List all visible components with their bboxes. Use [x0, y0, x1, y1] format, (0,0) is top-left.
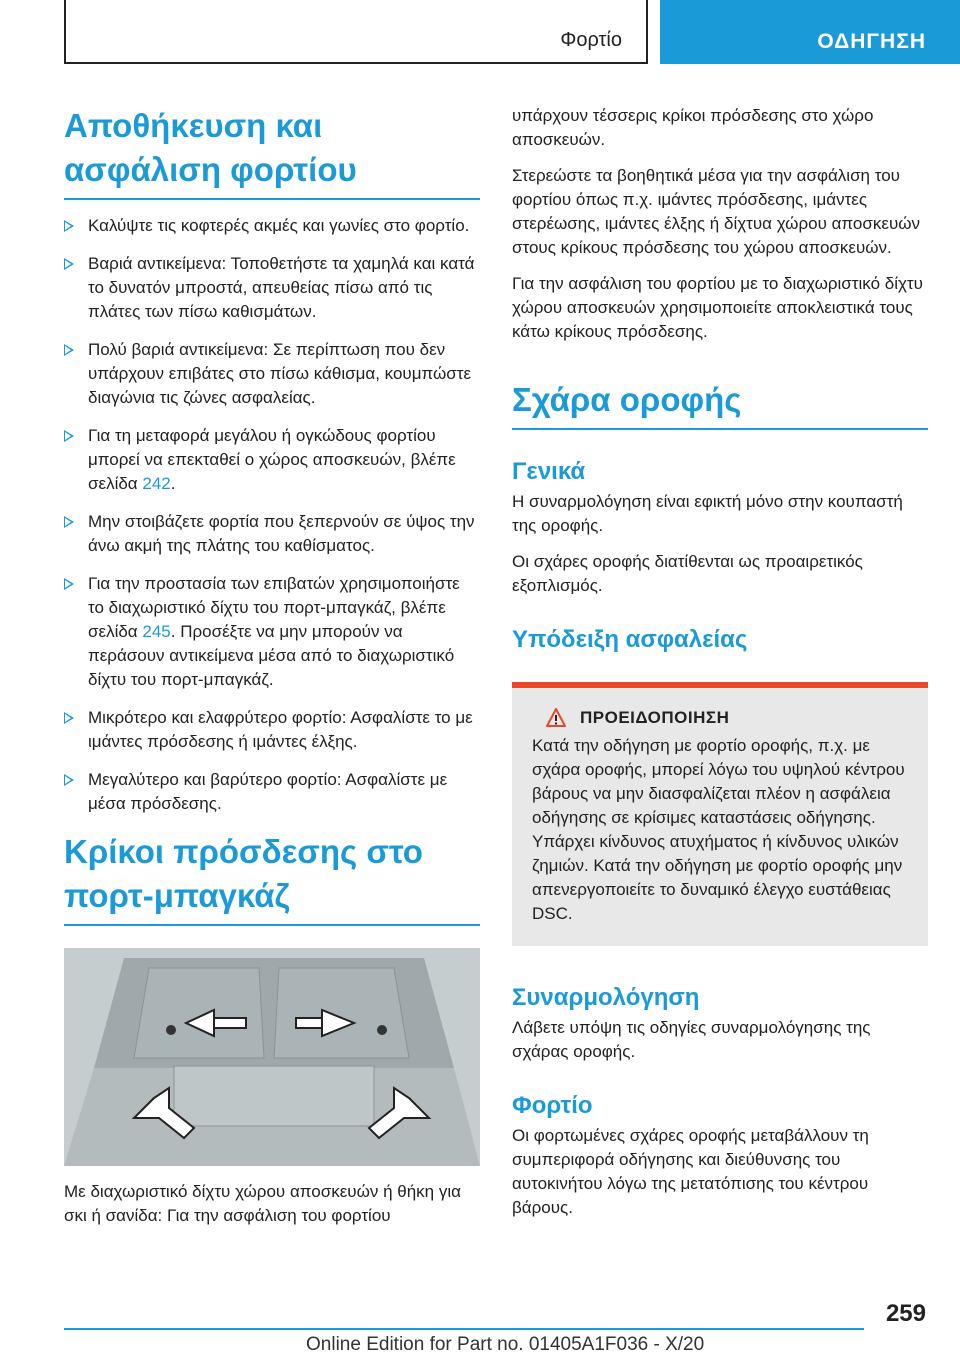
bullet-item — [64, 424, 480, 496]
footer-rule — [64, 1328, 864, 1330]
left-column — [64, 104, 480, 1228]
chapter-tab[interactable]: ΟΔΗΓΗΣΗ — [660, 0, 960, 64]
warning-title: ΠΡΟΕΙΔΟΠΟΙΗΣΗ — [580, 708, 730, 727]
lashing-eyes-para-3: Για την ασφάλιση του φορτίου με το διαχωριστικό δίχτυ χώρου αποσκευών χρησιμοποιείτε αποκλειστικά τους κάτω κρίκους πρόσδεσης. — [512, 274, 923, 341]
warning-header — [532, 708, 908, 728]
bullet-triangle-icon — [64, 774, 74, 786]
trunk-lashing-eyes-image — [64, 948, 480, 1166]
warning-text: Κατά την οδήγηση με φορτίο οροφής, π.χ. με σχάρα οροφής, μπορεί λόγω του υψηλού κέντρου βάρους να μην διασφαλίζεται πλέον η ασφάλεια οδήγησης σε κρίσιμες καταστάσεις οδήγησης. Υπάρχει κίνδυνος ατυχήματος ή κίνδυνος υλικών ζημιών. Κατά την οδήγηση με φορτίο οροφής μην απενεργοποιείτε το δυναμικό έλεγχο ευστάθειας DSC. — [532, 736, 905, 923]
lashing-eyes-para-1: υπάρχουν τέσσερις κρίκοι πρόσδεσης στο χώρο αποσκευών. — [512, 106, 874, 149]
bullet-item — [64, 252, 480, 324]
bullet-item — [64, 706, 480, 754]
bullet-triangle-icon — [64, 344, 74, 356]
warning-triangle-icon — [546, 708, 566, 728]
bullet-text: Για την προστασία των επιβατών χρησιμοποιήστε το διαχωριστικό δίχτυ του πορτ-μπαγκάζ, βλέπε σελίδα — [88, 574, 460, 641]
bullet-triangle-icon — [64, 712, 74, 724]
heading-assembly: Συναρμολόγηση — [512, 984, 700, 1011]
bullet-triangle-icon — [64, 578, 74, 590]
section-title-roof-rack: Σχάρα οροφής — [512, 378, 928, 430]
bullet-item — [64, 572, 480, 692]
trunk-illustration — [64, 948, 480, 1166]
bullet-item — [64, 214, 480, 238]
bullet-triangle-icon — [64, 516, 74, 528]
bullet-triangle-icon — [64, 258, 74, 270]
header-frame — [64, 0, 648, 64]
bullet-item — [64, 768, 480, 816]
section-title-storage: Αποθήκευση και ασφάλιση φορτίου — [64, 104, 480, 200]
bullet-triangle-icon — [64, 220, 74, 232]
general-para-2: Οι σχάρες οροφής διατίθενται ως προαιρετικός εξοπλισμός. — [512, 552, 863, 595]
bullet-text: Πολύ βαριά αντικείμενα: Σε περίπτωση που δεν υπάρχουν επιβάτες στο πίσω κάθισμα, κουμπώστε διαγώνια τις ζώνες ασφαλείας. — [88, 340, 472, 407]
page-number: 259 — [885, 1300, 926, 1327]
general-para-1: Η συναρμολόγηση είναι εφικτή μόνο στην κουπαστή της οροφής. — [512, 492, 903, 535]
bullet-triangle-icon — [64, 430, 74, 442]
bullet-item — [64, 510, 480, 558]
bullet-text: Βαριά αντικείμενα: Τοποθετήστε τα χαμηλά και κατά το δυνατόν μπροστά, απευθείας πίσω από τις πλάτες των πίσω καθισμάτων. — [88, 254, 475, 321]
bullet-text: Μικρότερο και ελαφρύτερο φορτίο: Ασφαλίστε το με ιμάντες πρόσδεσης ή ιμάντες έλξης. — [88, 708, 473, 751]
bullet-text: Καλύψτε τις κοφτερές ακμές και γωνίες στο φορτίο. — [88, 216, 470, 235]
page-reference-link[interactable]: 245 — [142, 622, 171, 641]
bullet-text-end: . Προσέξτε να μην μπορούν να περάσουν αντικείμενα μέσα από το διαχωριστικό δίχτυ του πορτ-μπαγκάζ. — [88, 622, 455, 689]
heading-general: Γενικά — [512, 458, 586, 485]
bullet-text: Για τη μεταφορά μεγάλου ή ογκώδους φορτίου μπορεί να επεκταθεί ο χώρος αποσκευών, βλέπε σελίδα — [88, 426, 456, 493]
page-reference-link[interactable]: 242 — [142, 474, 171, 493]
section-title-lashing-eyes: Κρίκοι πρόσδεσης στο πορτ-μπαγκάζ — [64, 830, 480, 926]
bullet-list — [64, 214, 480, 816]
warning-box — [512, 682, 928, 946]
heading-safety-note: Υπόδειξη ασφαλείας — [512, 626, 748, 653]
load-para: Οι φορτωμένες σχάρες οροφής μεταβάλλουν τη συμπεριφορά οδήγησης και διεύθυνσης του αυτοκινήτου λόγω της μετατόπισης του κέντρου βάρους. — [512, 1126, 869, 1217]
right-column — [512, 104, 928, 1220]
footer-edition: Online Edition for Part no. 01405A1F036 - X/20 — [306, 1334, 705, 1355]
header-section-title: Φορτίο — [560, 29, 622, 51]
bullet-item — [64, 338, 480, 410]
bullet-text: Μην στοιβάζετε φορτία που ξεπερνούν σε ύψος την άνω ακμή της πλάτης του καθίσματος. — [88, 512, 475, 555]
bullet-text-end: . — [170, 474, 176, 493]
lashing-eyes-para-2: Στερεώστε τα βοηθητικά μέσα για την ασφάλιση του φορτίου όπως π.χ. ιμάντες πρόσδεσης, ιμάντες στερέωσης, ιμάντες έλξης ή δίχτυα χώρου αποσκευών στους κρίκους πρόσδεσης του χώρου αποσκευών. — [512, 166, 921, 257]
heading-load: Φορτίο — [512, 1092, 593, 1119]
assembly-para: Λάβετε υπόψη τις οδηγίες συναρμολόγησης της σχάρας οροφής. — [512, 1018, 871, 1061]
bullet-text: Μεγαλύτερο και βαρύτερο φορτίο: Ασφαλίστε με μέσα πρόσδεσης. — [88, 770, 448, 813]
figure-caption: Με διαχωριστικό δίχτυ χώρου αποσκευών ή θήκη για σκι ή σανίδα: Για την ασφάλιση του φορτίου — [64, 1182, 461, 1225]
